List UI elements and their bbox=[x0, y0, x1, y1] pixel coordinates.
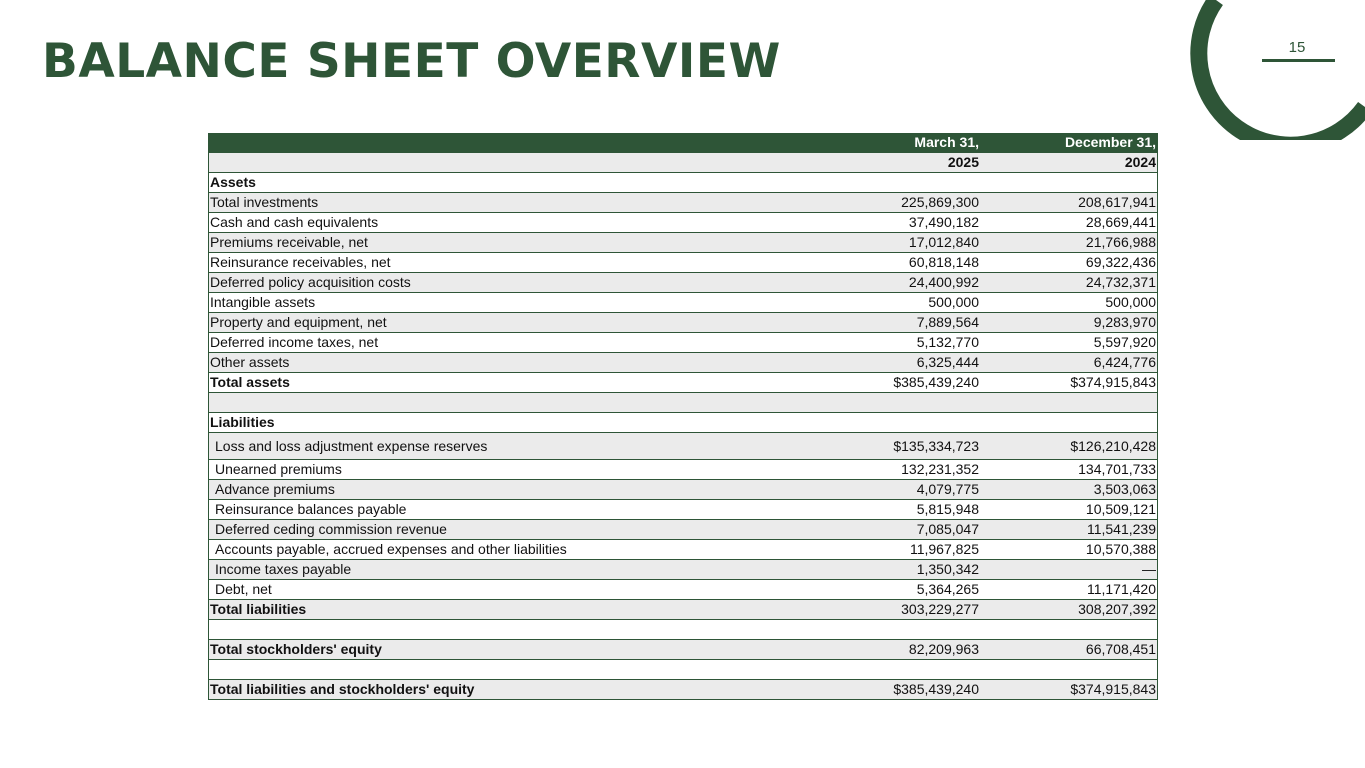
table-row: Reinsurance receivables, net 60,818,148 69,322,436 bbox=[209, 253, 1158, 273]
table-row: Advance premiums 4,079,775 3,503,063 bbox=[209, 480, 1158, 500]
page-number: 15 bbox=[1288, 39, 1306, 56]
total-liabilities-equity-row: Total liabilities and stockholders' equity $385,439,240 $374,915,843 bbox=[209, 680, 1158, 700]
section-heading-liabilities: Liabilities bbox=[209, 413, 1158, 433]
table-row: Reinsurance balances payable 5,815,948 10,509,121 bbox=[209, 500, 1158, 520]
table-row: Deferred ceding commission revenue 7,085,047 11,541,239 bbox=[209, 520, 1158, 540]
table-row: Loss and loss adjustment expense reserves $135,334,723 $126,210,428 bbox=[209, 433, 1158, 460]
spacer-row bbox=[209, 660, 1158, 680]
header-row-1 bbox=[209, 133, 1158, 153]
table-row: Deferred policy acquisition costs 24,400,992 24,732,371 bbox=[209, 273, 1158, 293]
page-number-rule bbox=[1262, 59, 1335, 62]
header-row-2 bbox=[209, 153, 1158, 173]
section-heading-assets: Assets bbox=[209, 173, 1158, 193]
table-row: Other assets 6,325,444 6,424,776 bbox=[209, 353, 1158, 373]
table-row: Accounts payable, accrued expenses and other liabilities 11,967,825 10,570,388 bbox=[209, 540, 1158, 560]
table-row: Premiums receivable, net 17,012,840 21,766,988 bbox=[209, 233, 1158, 253]
table-row: Cash and cash equivalents 37,490,182 28,669,441 bbox=[209, 213, 1158, 233]
table-row: Deferred income taxes, net 5,132,770 5,597,920 bbox=[209, 333, 1158, 353]
table-row: Income taxes payable 1,350,342 — bbox=[209, 560, 1158, 580]
table-row: Property and equipment, net 7,889,564 9,283,970 bbox=[209, 313, 1158, 333]
col-year-2024: 2024 bbox=[980, 153, 1158, 173]
col-header-december: December 31, bbox=[980, 133, 1158, 153]
col-year-2025: 2025 bbox=[766, 153, 980, 173]
table-row: Unearned premiums 132,231,352 134,701,733 bbox=[209, 460, 1158, 480]
table-row: Total investments 225,869,300 208,617,941 bbox=[209, 193, 1158, 213]
col-header-march: March 31, bbox=[766, 133, 980, 153]
page-title: BALANCE SHEET OVERVIEW bbox=[42, 34, 781, 89]
total-liabilities-row: Total liabilities 303,229,277 308,207,392 bbox=[209, 600, 1158, 620]
table-row: Debt, net 5,364,265 11,171,420 bbox=[209, 580, 1158, 600]
total-equity-row: Total stockholders' equity 82,209,963 66,708,451 bbox=[209, 640, 1158, 660]
spacer-row bbox=[209, 620, 1158, 640]
balance-sheet-table bbox=[208, 133, 1158, 700]
spacer-row bbox=[209, 393, 1158, 413]
table-row: Intangible assets 500,000 500,000 bbox=[209, 293, 1158, 313]
total-assets-row: Total assets $385,439,240 $374,915,843 bbox=[209, 373, 1158, 393]
